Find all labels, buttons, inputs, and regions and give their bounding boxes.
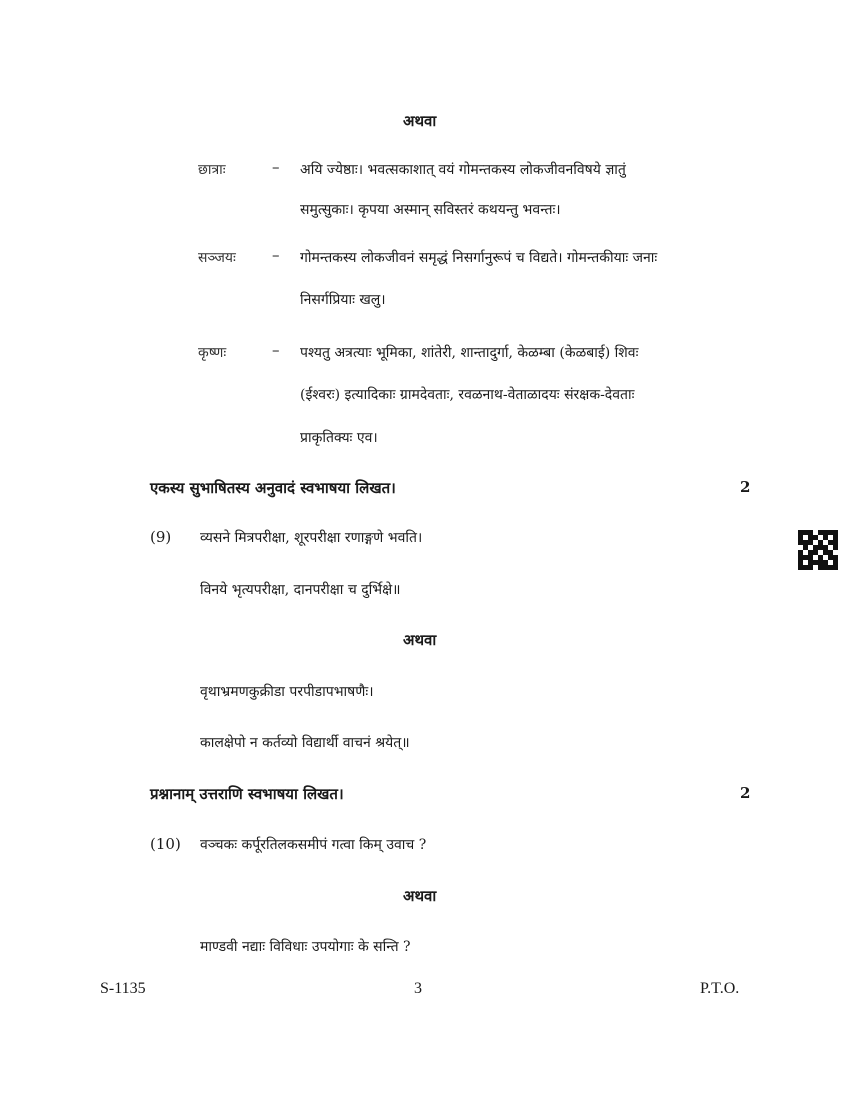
question-number: (10)	[150, 835, 181, 853]
dialogue-line: निसर्गप्रियाः खलु।	[300, 292, 386, 308]
dialogue-line: गोमन्तकस्य लोकजीवनं समृद्धं निसर्गानुरूपं च विद्यते। गोमन्तकीयाः जनाः	[300, 250, 658, 266]
question-heading: प्रश्नानाम् उत्तराणि स्वभाषया लिखत।	[150, 785, 344, 803]
dialogue-line: (ईश्वरः) इत्यादिकाः ग्रामदेवताः, रवळनाथ-वेताळादयः संरक्षक-देवताः	[300, 387, 635, 403]
dialogue-line: समुत्सुकाः। कृपया अस्मान् सविस्तरं कथयन्तु भवन्तः।	[300, 202, 561, 218]
dialogue-line: पश्यतु अत्रत्याः भूमिका, शांतेरी, शान्तादुर्गा, केळम्बा (केळबाई) शिवः	[300, 345, 639, 361]
paper-code: S-1135	[100, 980, 146, 997]
marks-label: 2	[740, 478, 751, 496]
athava-heading: अथवा	[403, 112, 437, 130]
dialogue-line: प्राकृतिक्यः एव।	[300, 430, 378, 446]
question-line: वञ्चकः कर्पूरतिलकसमीपं गत्वा किम् उवाच ?	[200, 837, 427, 853]
speaker-label: छात्राः	[198, 162, 226, 178]
verse-line: व्यसने मित्रपरीक्षा, शूरपरीक्षा रणाङ्गणे भवति।	[200, 530, 423, 546]
question-line: माण्डवी नद्याः विविधाः उपयोगाः के सन्ति ?	[200, 939, 411, 955]
speaker-dash: –	[272, 246, 280, 264]
speaker-label: सञ्जयः	[198, 250, 236, 266]
speaker-dash: –	[272, 341, 280, 359]
question-number: (9)	[150, 528, 172, 546]
verse-line: विनये भृत्यपरीक्षा, दानपरीक्षा च दुर्भिक्षे॥	[200, 582, 401, 598]
question-heading: एकस्य सुभाषितस्य अनुवादं स्वभाषया लिखत।	[150, 479, 396, 497]
athava-heading: अथवा	[403, 887, 437, 905]
athava-heading: अथवा	[403, 631, 437, 649]
page-number: 3	[414, 980, 422, 997]
pto-label: P.T.O.	[700, 980, 740, 997]
dialogue-line: अयि ज्येष्ठाः। भवत्सकाशात् वयं गोमन्तकस्य लोकजीवनविषये ज्ञातुं	[300, 162, 626, 178]
verse-line: वृथाभ्रमणकुक्रीडा परपीडापभाषणैः।	[200, 684, 374, 700]
speaker-label: कृष्णः	[198, 345, 227, 361]
speaker-dash: –	[272, 158, 280, 176]
marks-label: 2	[740, 784, 751, 802]
qr-code-icon	[798, 530, 838, 570]
verse-line: कालक्षेपो न कर्तव्यो विद्यार्थी वाचनं श्रयेत्॥	[200, 735, 410, 751]
